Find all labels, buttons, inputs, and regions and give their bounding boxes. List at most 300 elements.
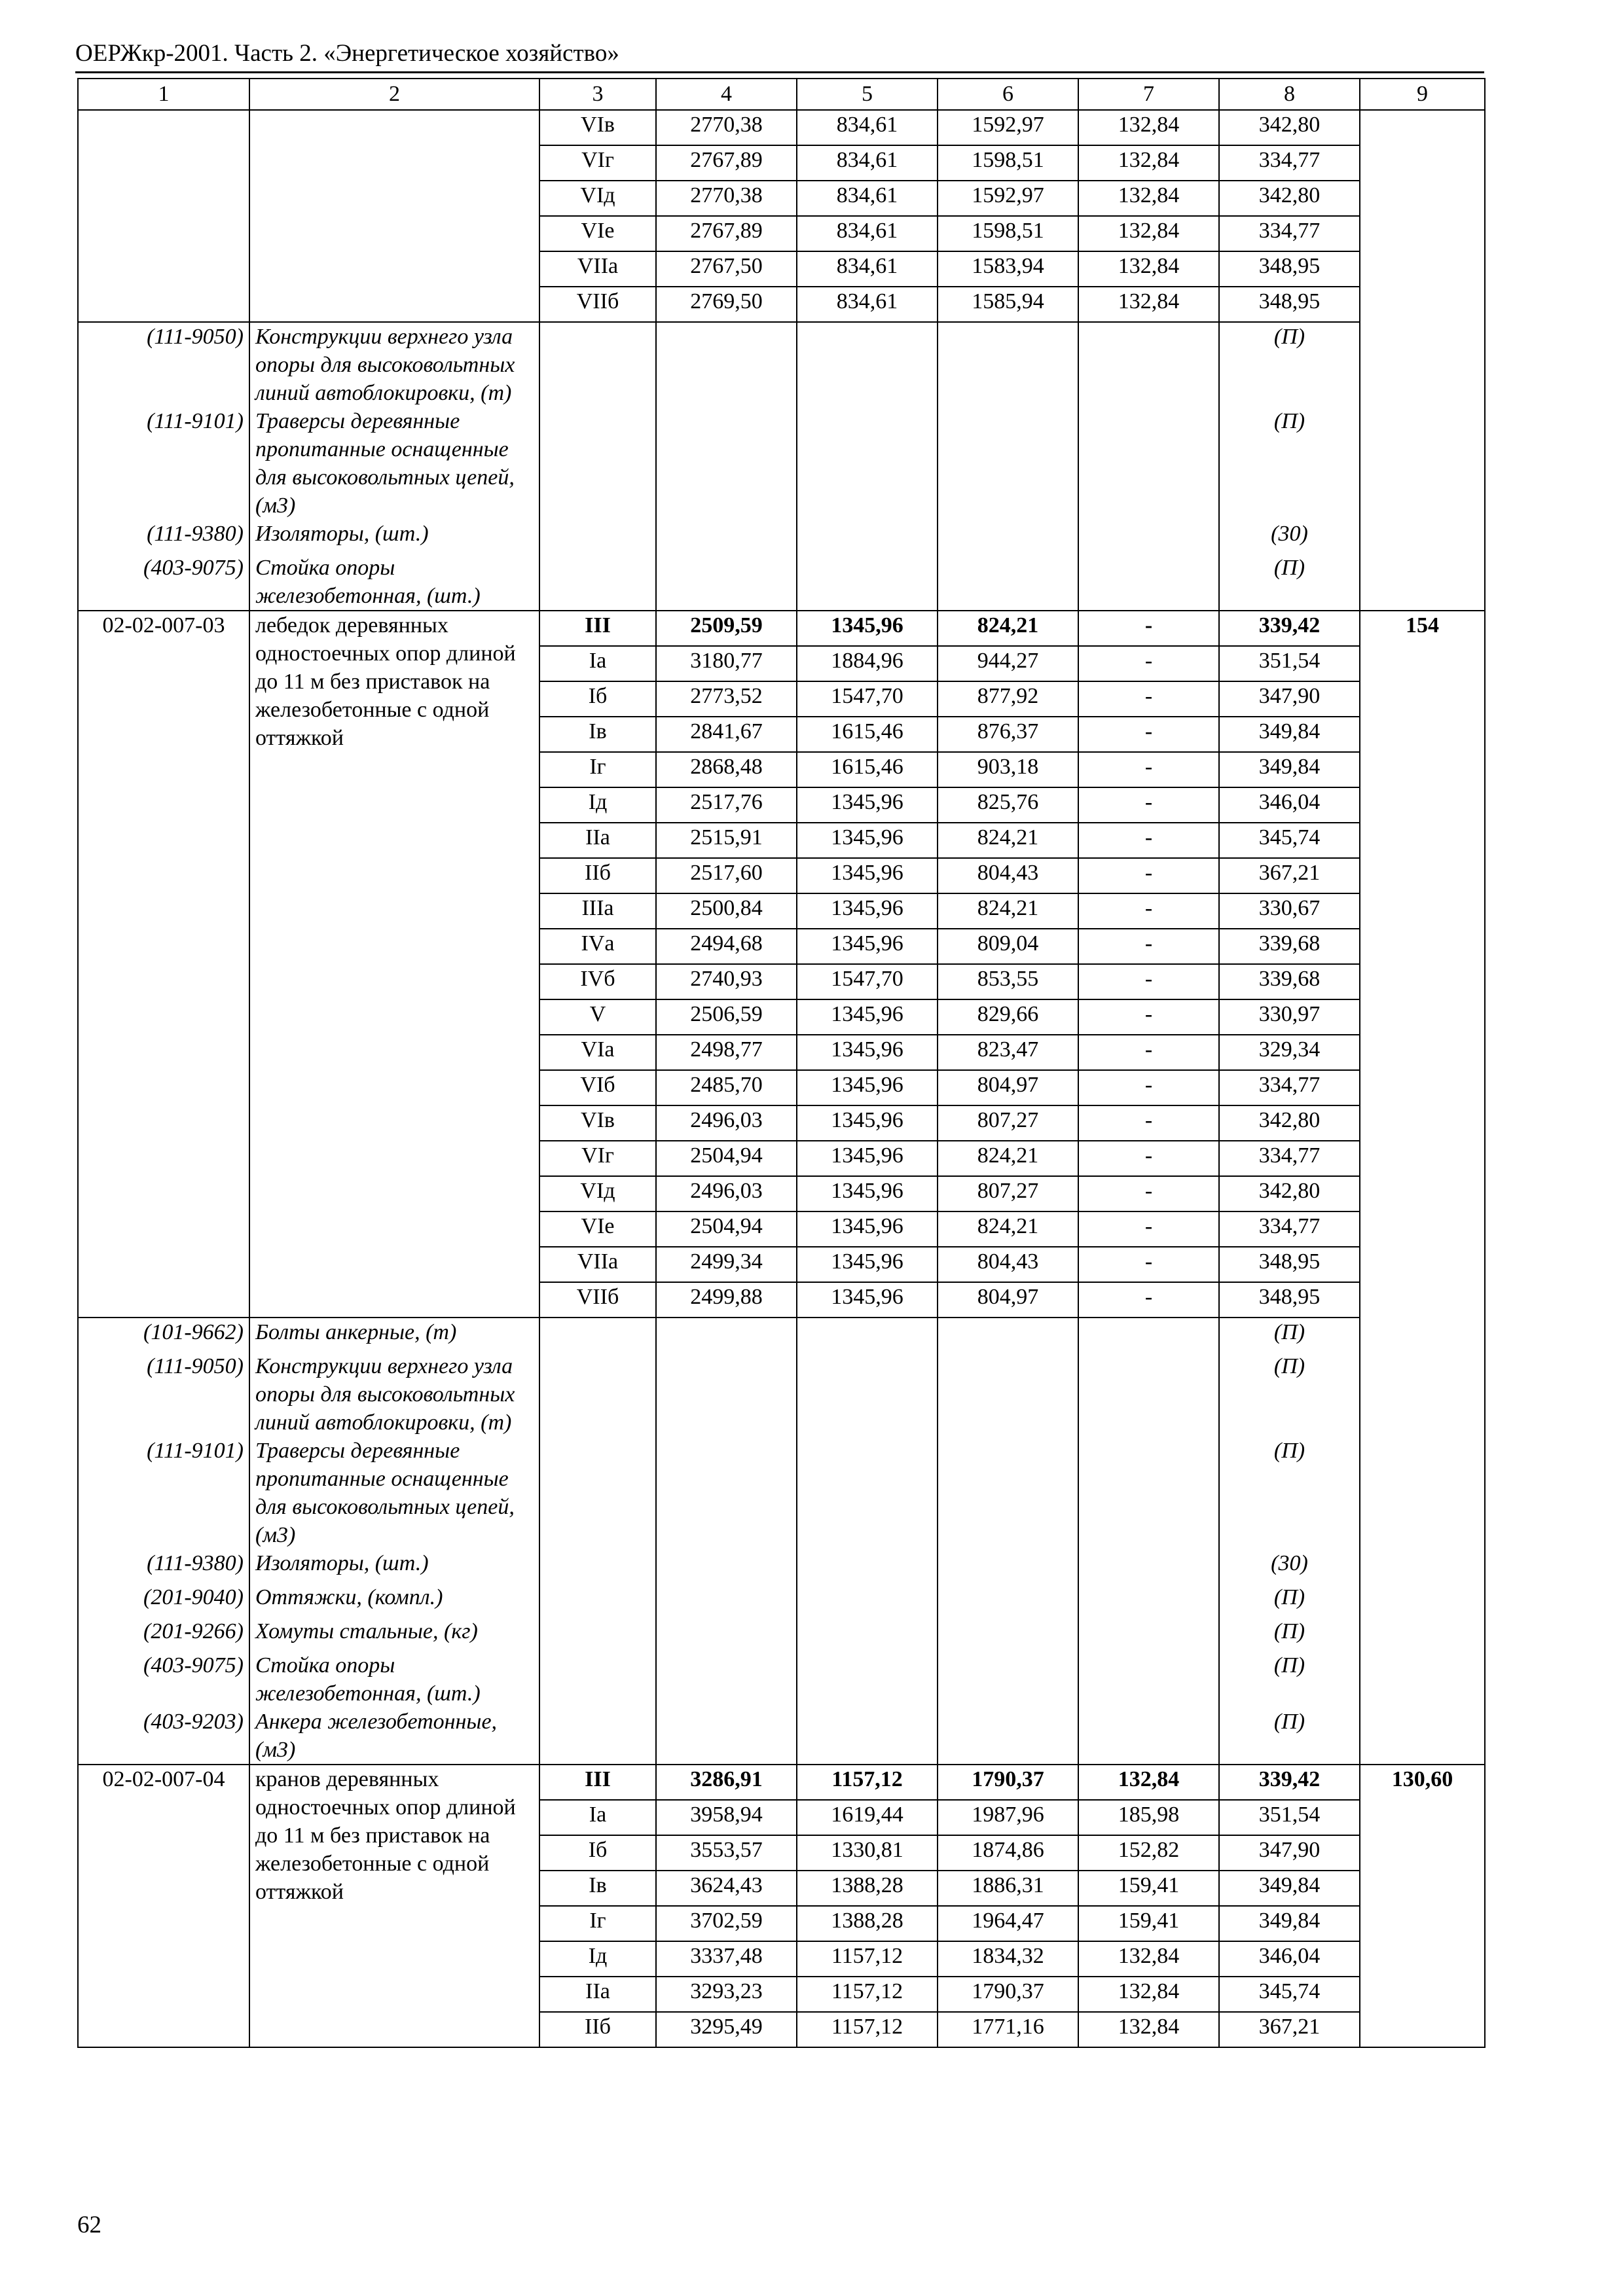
value-v6-cell: 1598,51 — [938, 145, 1078, 181]
value-v8-cell: 349,84 — [1219, 1906, 1360, 1941]
material-value: (П) — [1219, 1708, 1360, 1765]
empty-cell — [938, 1318, 1078, 1352]
value-v4-cell: 2770,38 — [656, 110, 797, 145]
value-v6-cell: 804,97 — [938, 1070, 1078, 1105]
empty-cell — [1078, 1437, 1219, 1549]
value-v8-cell: 334,77 — [1219, 216, 1360, 251]
empty-cell — [656, 322, 797, 407]
value-v8-cell: 339,68 — [1219, 964, 1360, 999]
rates-table-body — [78, 110, 1485, 2047]
empty-cell — [938, 1352, 1078, 1437]
empty-cell — [797, 1318, 938, 1352]
rate-code: 02-02-007-04 — [78, 1765, 249, 2047]
empty-cell — [1078, 1549, 1219, 1583]
material-name: Хомуты стальные, (кг) — [249, 1617, 539, 1651]
value-v7-cell: - — [1078, 1176, 1219, 1211]
value-v6-cell: 807,27 — [938, 1105, 1078, 1141]
empty-cell — [656, 520, 797, 554]
material-code: (111-9101) — [78, 1437, 249, 1549]
value-v6-cell: 824,21 — [938, 823, 1078, 858]
value-v4-cell: 2517,76 — [656, 787, 797, 823]
value-v4-cell: 2506,59 — [656, 999, 797, 1035]
value-v8-cell: 329,34 — [1219, 1035, 1360, 1070]
zone-cell: IIа — [539, 823, 656, 858]
material-row — [78, 1617, 1485, 1651]
empty-cell — [797, 1651, 938, 1708]
zone-cell: VIв — [539, 1105, 656, 1141]
value-v4-cell: 3286,91 — [656, 1765, 797, 1800]
empty-cell — [938, 1651, 1078, 1708]
material-name: Траверсы деревянные пропитанные оснащенные для высоковольтных цепей, (м3) — [249, 407, 539, 520]
material-value: (П) — [1219, 554, 1360, 611]
value-v6-cell: 1771,16 — [938, 2012, 1078, 2047]
value-v8-cell: 351,54 — [1219, 1800, 1360, 1835]
zone-cell: VIг — [539, 1141, 656, 1176]
value-v5-cell: 1615,46 — [797, 752, 938, 787]
value-v8-cell: 351,54 — [1219, 646, 1360, 681]
empty-cell — [938, 520, 1078, 554]
empty-cell — [539, 1437, 656, 1549]
value-v4-cell: 2740,93 — [656, 964, 797, 999]
empty-cell — [539, 1549, 656, 1583]
value-v8-cell: 346,04 — [1219, 787, 1360, 823]
material-row — [78, 1583, 1485, 1617]
empty-cell — [1078, 554, 1219, 611]
empty-cell — [797, 1437, 938, 1549]
value-v8-cell: 334,77 — [1219, 1141, 1360, 1176]
value-v5-cell: 1884,96 — [797, 646, 938, 681]
value-v7-cell: 132,84 — [1078, 287, 1219, 322]
material-code: (111-9050) — [78, 1352, 249, 1437]
zone-cell: V — [539, 999, 656, 1035]
material-code: (201-9266) — [78, 1617, 249, 1651]
rate-code — [78, 110, 249, 322]
value-v6-cell: 1592,97 — [938, 110, 1078, 145]
zone-cell: Iд — [539, 787, 656, 823]
empty-cell — [938, 1549, 1078, 1583]
material-name: Стойка опоры железобетонная, (шт.) — [249, 554, 539, 611]
material-code: (201-9040) — [78, 1583, 249, 1617]
material-code: (111-9050) — [78, 322, 249, 407]
value-v7-cell: - — [1078, 787, 1219, 823]
value-v5-cell: 1345,96 — [797, 893, 938, 929]
value-v8-cell: 342,80 — [1219, 110, 1360, 145]
zone-cell: VIIа — [539, 1247, 656, 1282]
zone-cell: VIIб — [539, 1282, 656, 1318]
empty-cell — [656, 1651, 797, 1708]
material-name: Стойка опоры железобетонная, (шт.) — [249, 1651, 539, 1708]
value-v4-cell: 2515,91 — [656, 823, 797, 858]
material-row — [78, 1318, 1485, 1352]
value-v6-cell: 1592,97 — [938, 181, 1078, 216]
empty-cell — [1078, 1708, 1219, 1765]
zone-cell: Iа — [539, 1800, 656, 1835]
empty-cell — [938, 1617, 1078, 1651]
zone-cell: VIIа — [539, 251, 656, 287]
header-rule — [75, 71, 1484, 73]
value-v4-cell: 2517,60 — [656, 858, 797, 893]
value-v4-cell: 2841,67 — [656, 717, 797, 752]
empty-cell — [656, 1583, 797, 1617]
value-v6-cell: 809,04 — [938, 929, 1078, 964]
value-v8-cell: 339,42 — [1219, 611, 1360, 646]
value-v4-cell: 2504,94 — [656, 1141, 797, 1176]
value-v6-cell: 824,21 — [938, 893, 1078, 929]
value-v8-cell: 345,74 — [1219, 1977, 1360, 2012]
empty-cell — [539, 520, 656, 554]
zone-cell: Iг — [539, 1906, 656, 1941]
value-v7-cell: 132,84 — [1078, 110, 1219, 145]
value-v6-cell: 853,55 — [938, 964, 1078, 999]
value-v4-cell: 2485,70 — [656, 1070, 797, 1105]
value-v4-cell: 3702,59 — [656, 1906, 797, 1941]
empty-cell — [1078, 1651, 1219, 1708]
empty-cell — [938, 322, 1078, 407]
material-code: (111-9380) — [78, 520, 249, 554]
empty-cell — [1078, 1583, 1219, 1617]
value-v7-cell: - — [1078, 681, 1219, 717]
value-v6-cell: 824,21 — [938, 611, 1078, 646]
value-v6-cell: 903,18 — [938, 752, 1078, 787]
value-v4-cell: 2767,89 — [656, 216, 797, 251]
material-row — [78, 407, 1485, 520]
empty-cell — [797, 1708, 938, 1765]
value-v6-cell: 825,76 — [938, 787, 1078, 823]
empty-cell — [539, 1651, 656, 1708]
value-v8-cell: 342,80 — [1219, 1176, 1360, 1211]
material-code: (111-9380) — [78, 1549, 249, 1583]
value-v6-cell: 1790,37 — [938, 1765, 1078, 1800]
value-v5-cell: 834,61 — [797, 110, 938, 145]
value-v5-cell: 1345,96 — [797, 611, 938, 646]
material-value: (П) — [1219, 322, 1360, 407]
value-v7-cell: - — [1078, 752, 1219, 787]
empty-cell — [656, 1617, 797, 1651]
column-number: 1 — [78, 79, 249, 110]
value-v7-cell: - — [1078, 1070, 1219, 1105]
value-v5-cell: 1345,96 — [797, 1282, 938, 1318]
empty-cell — [656, 1318, 797, 1352]
value-v7-cell: 132,84 — [1078, 1941, 1219, 1977]
value-v6-cell: 944,27 — [938, 646, 1078, 681]
value-v4-cell: 2496,03 — [656, 1105, 797, 1141]
value-v7-cell: 132,84 — [1078, 1977, 1219, 2012]
material-name: Болты анкерные, (т) — [249, 1318, 539, 1352]
material-name: Оттяжки, (компл.) — [249, 1583, 539, 1617]
empty-cell — [656, 1549, 797, 1583]
empty-cell — [656, 407, 797, 520]
empty-cell — [938, 554, 1078, 611]
material-value: (30) — [1219, 1549, 1360, 1583]
empty-cell — [539, 1318, 656, 1352]
value-v5-cell: 1345,96 — [797, 1211, 938, 1247]
value-v6-cell: 829,66 — [938, 999, 1078, 1035]
material-name: Конструкции верхнего узла опоры для высоковольтных линий автоблокировки, (т) — [249, 1352, 539, 1437]
empty-cell — [938, 1583, 1078, 1617]
empty-cell — [797, 322, 938, 407]
value-v7-cell: - — [1078, 858, 1219, 893]
page-number: 62 — [77, 2212, 101, 2238]
value-v8-cell: 347,90 — [1219, 681, 1360, 717]
value-v4-cell: 2500,84 — [656, 893, 797, 929]
material-name: Анкера железобетонные, (м3) — [249, 1708, 539, 1765]
zone-cell: VIа — [539, 1035, 656, 1070]
material-code: (101-9662) — [78, 1318, 249, 1352]
value-v6-cell: 1598,51 — [938, 216, 1078, 251]
zone-cell: IVб — [539, 964, 656, 999]
empty-cell — [539, 322, 656, 407]
value-v5-cell: 1157,12 — [797, 1977, 938, 2012]
value-v6-cell: 823,47 — [938, 1035, 1078, 1070]
value-v7-cell: - — [1078, 999, 1219, 1035]
value-v7-cell: - — [1078, 611, 1219, 646]
value-v6-cell: 1987,96 — [938, 1800, 1078, 1835]
empty-cell — [656, 554, 797, 611]
zone-cell: VIд — [539, 181, 656, 216]
rate-description — [249, 110, 539, 322]
value-v4-cell: 3293,23 — [656, 1977, 797, 2012]
material-row — [78, 1708, 1485, 1765]
zone-cell: Iв — [539, 1871, 656, 1906]
value-v7-cell: 132,84 — [1078, 216, 1219, 251]
empty-cell — [539, 407, 656, 520]
value-v5-cell: 1345,96 — [797, 929, 938, 964]
value-v5-cell: 834,61 — [797, 145, 938, 181]
value-v8-cell: 334,77 — [1219, 145, 1360, 181]
value-v5-cell: 1547,70 — [797, 964, 938, 999]
value-v7-cell: 132,84 — [1078, 2012, 1219, 2047]
value-v7-cell: 132,84 — [1078, 181, 1219, 216]
value-v7-cell: - — [1078, 893, 1219, 929]
zone-cell: VIе — [539, 1211, 656, 1247]
column-number: 6 — [938, 79, 1078, 110]
empty-cell — [797, 554, 938, 611]
value-v8-cell: 345,74 — [1219, 823, 1360, 858]
value-v4-cell: 2499,88 — [656, 1282, 797, 1318]
empty-cell — [539, 1617, 656, 1651]
empty-cell — [539, 1583, 656, 1617]
material-value: (П) — [1219, 1437, 1360, 1549]
value-v8-cell: 339,42 — [1219, 1765, 1360, 1800]
value-v5-cell: 1157,12 — [797, 2012, 938, 2047]
empty-cell — [1078, 1352, 1219, 1437]
zone-cell: VIе — [539, 216, 656, 251]
value-v8-cell: 349,84 — [1219, 1871, 1360, 1906]
value-v6-cell: 804,97 — [938, 1282, 1078, 1318]
value-v5-cell: 1345,96 — [797, 1247, 938, 1282]
value-v8-cell: 367,21 — [1219, 2012, 1360, 2047]
value-v5-cell: 1345,96 — [797, 823, 938, 858]
rates-table — [77, 78, 1486, 2048]
value-v7-cell: 132,84 — [1078, 251, 1219, 287]
value-v7-cell: 132,84 — [1078, 145, 1219, 181]
zone-cell: IIб — [539, 858, 656, 893]
rate-description: лебедок деревянных одностоечных опор длиной до 11 м без приставок на железобетонные с одной оттяжкой — [249, 611, 539, 1318]
value-v7-cell: - — [1078, 1247, 1219, 1282]
value-v4-cell: 2769,50 — [656, 287, 797, 322]
material-row — [78, 554, 1485, 611]
empty-cell — [938, 407, 1078, 520]
value-v5-cell: 834,61 — [797, 287, 938, 322]
value-v5-cell: 1615,46 — [797, 717, 938, 752]
value-v6-cell: 1874,86 — [938, 1835, 1078, 1871]
zone-cell: IIIа — [539, 893, 656, 929]
value-v5-cell: 1330,81 — [797, 1835, 938, 1871]
empty-cell — [1078, 407, 1219, 520]
value-v5-cell: 1345,96 — [797, 1070, 938, 1105]
material-code: (111-9101) — [78, 407, 249, 520]
zone-cell: III — [539, 1765, 656, 1800]
empty-cell — [1078, 1617, 1219, 1651]
value-v5-cell: 1619,44 — [797, 1800, 938, 1835]
value-v4-cell: 2499,34 — [656, 1247, 797, 1282]
material-row — [78, 322, 1485, 407]
column-number: 9 — [1360, 79, 1485, 110]
empty-cell — [656, 1437, 797, 1549]
value-v8-cell: 349,84 — [1219, 717, 1360, 752]
material-value: (П) — [1219, 1617, 1360, 1651]
material-name: Конструкции верхнего узла опоры для высоковольтных линий автоблокировки, (т) — [249, 322, 539, 407]
value-v6-cell: 1964,47 — [938, 1906, 1078, 1941]
value-v8-cell: 342,80 — [1219, 181, 1360, 216]
value-v8-cell: 348,95 — [1219, 1247, 1360, 1282]
material-name: Изоляторы, (шт.) — [249, 1549, 539, 1583]
rate-header-row — [78, 611, 1485, 646]
empty-cell — [797, 1352, 938, 1437]
empty-cell — [1078, 520, 1219, 554]
empty-cell — [797, 407, 938, 520]
material-code: (403-9075) — [78, 1651, 249, 1708]
value-v7-cell: - — [1078, 929, 1219, 964]
value-v7-cell: - — [1078, 717, 1219, 752]
empty-cell — [539, 1352, 656, 1437]
value-v7-cell: 152,82 — [1078, 1835, 1219, 1871]
value-v7-cell: 185,98 — [1078, 1800, 1219, 1835]
value-v8-cell: 367,21 — [1219, 858, 1360, 893]
material-value: (П) — [1219, 1651, 1360, 1708]
empty-cell — [656, 1708, 797, 1765]
value-v7-cell: - — [1078, 823, 1219, 858]
page-header-title: ОЕРЖкр-2001. Часть 2. «Энергетическое хозяйство» — [75, 40, 619, 67]
column-number: 5 — [797, 79, 938, 110]
value-v5-cell: 1345,96 — [797, 858, 938, 893]
rate-code: 02-02-007-03 — [78, 611, 249, 1318]
empty-cell — [539, 554, 656, 611]
empty-cell — [938, 1437, 1078, 1549]
empty-cell — [938, 1708, 1078, 1765]
value-v5-cell: 1345,96 — [797, 787, 938, 823]
material-value: (П) — [1219, 407, 1360, 520]
value-v4-cell: 2770,38 — [656, 181, 797, 216]
value-v8-cell: 330,67 — [1219, 893, 1360, 929]
value-v5-cell: 1345,96 — [797, 1105, 938, 1141]
value-v5-cell: 834,61 — [797, 181, 938, 216]
value-v6-cell: 876,37 — [938, 717, 1078, 752]
zone-cell: Iб — [539, 1835, 656, 1871]
zone-cell: IVа — [539, 929, 656, 964]
value-v5-cell: 1388,28 — [797, 1906, 938, 1941]
material-code: (403-9075) — [78, 554, 249, 611]
col9-value — [1360, 110, 1485, 611]
value-v6-cell: 877,92 — [938, 681, 1078, 717]
value-v8-cell: 349,84 — [1219, 752, 1360, 787]
value-v5-cell: 1547,70 — [797, 681, 938, 717]
material-row — [78, 1437, 1485, 1549]
value-v8-cell: 334,77 — [1219, 1211, 1360, 1247]
value-v4-cell: 3958,94 — [656, 1800, 797, 1835]
zone-cell: VIг — [539, 145, 656, 181]
zone-cell: VIв — [539, 110, 656, 145]
value-v8-cell: 348,95 — [1219, 287, 1360, 322]
zone-cell: Iа — [539, 646, 656, 681]
value-v4-cell: 2496,03 — [656, 1176, 797, 1211]
value-v4-cell: 2767,89 — [656, 145, 797, 181]
empty-cell — [656, 1352, 797, 1437]
column-number: 7 — [1078, 79, 1219, 110]
zone-cell: IIа — [539, 1977, 656, 2012]
column-number: 8 — [1219, 79, 1360, 110]
value-v5-cell: 1345,96 — [797, 1141, 938, 1176]
value-v6-cell: 1585,94 — [938, 287, 1078, 322]
value-v8-cell: 330,97 — [1219, 999, 1360, 1035]
value-v5-cell: 1345,96 — [797, 1035, 938, 1070]
zone-cell: III — [539, 611, 656, 646]
value-v5-cell: 1157,12 — [797, 1941, 938, 1977]
col9-value: 154 — [1360, 611, 1485, 1765]
material-name: Изоляторы, (шт.) — [249, 520, 539, 554]
value-v6-cell: 1583,94 — [938, 251, 1078, 287]
value-v4-cell: 2868,48 — [656, 752, 797, 787]
value-v4-cell: 3553,57 — [656, 1835, 797, 1871]
value-v5-cell: 834,61 — [797, 251, 938, 287]
column-number: 4 — [656, 79, 797, 110]
zone-cell: VIд — [539, 1176, 656, 1211]
material-row — [78, 1549, 1485, 1583]
value-v7-cell: 159,41 — [1078, 1871, 1219, 1906]
column-number-row — [78, 79, 1485, 110]
value-v7-cell: - — [1078, 1105, 1219, 1141]
value-v4-cell: 2509,59 — [656, 611, 797, 646]
value-v6-cell: 1790,37 — [938, 1977, 1078, 2012]
value-v8-cell: 348,95 — [1219, 251, 1360, 287]
zone-cell: Iв — [539, 717, 656, 752]
value-v8-cell: 339,68 — [1219, 929, 1360, 964]
value-v5-cell: 1345,96 — [797, 999, 938, 1035]
empty-cell — [539, 1708, 656, 1765]
value-v7-cell: - — [1078, 646, 1219, 681]
value-v5-cell: 1388,28 — [797, 1871, 938, 1906]
value-v6-cell: 1834,32 — [938, 1941, 1078, 1977]
material-name: Траверсы деревянные пропитанные оснащенные для высоковольтных цепей, (м3) — [249, 1437, 539, 1549]
value-v7-cell: - — [1078, 1282, 1219, 1318]
empty-cell — [1078, 1318, 1219, 1352]
value-v4-cell: 2498,77 — [656, 1035, 797, 1070]
material-row — [78, 520, 1485, 554]
value-v6-cell: 824,21 — [938, 1141, 1078, 1176]
material-value: (30) — [1219, 520, 1360, 554]
rate-header-row — [78, 1765, 1485, 1800]
value-v8-cell: 347,90 — [1219, 1835, 1360, 1871]
value-v7-cell: 132,84 — [1078, 1765, 1219, 1800]
empty-cell — [797, 1549, 938, 1583]
empty-cell — [797, 1617, 938, 1651]
value-v6-cell: 824,21 — [938, 1211, 1078, 1247]
value-v6-cell: 804,43 — [938, 1247, 1078, 1282]
zone-cell: Iг — [539, 752, 656, 787]
material-value: (П) — [1219, 1583, 1360, 1617]
value-v4-cell: 2767,50 — [656, 251, 797, 287]
value-v8-cell: 348,95 — [1219, 1282, 1360, 1318]
